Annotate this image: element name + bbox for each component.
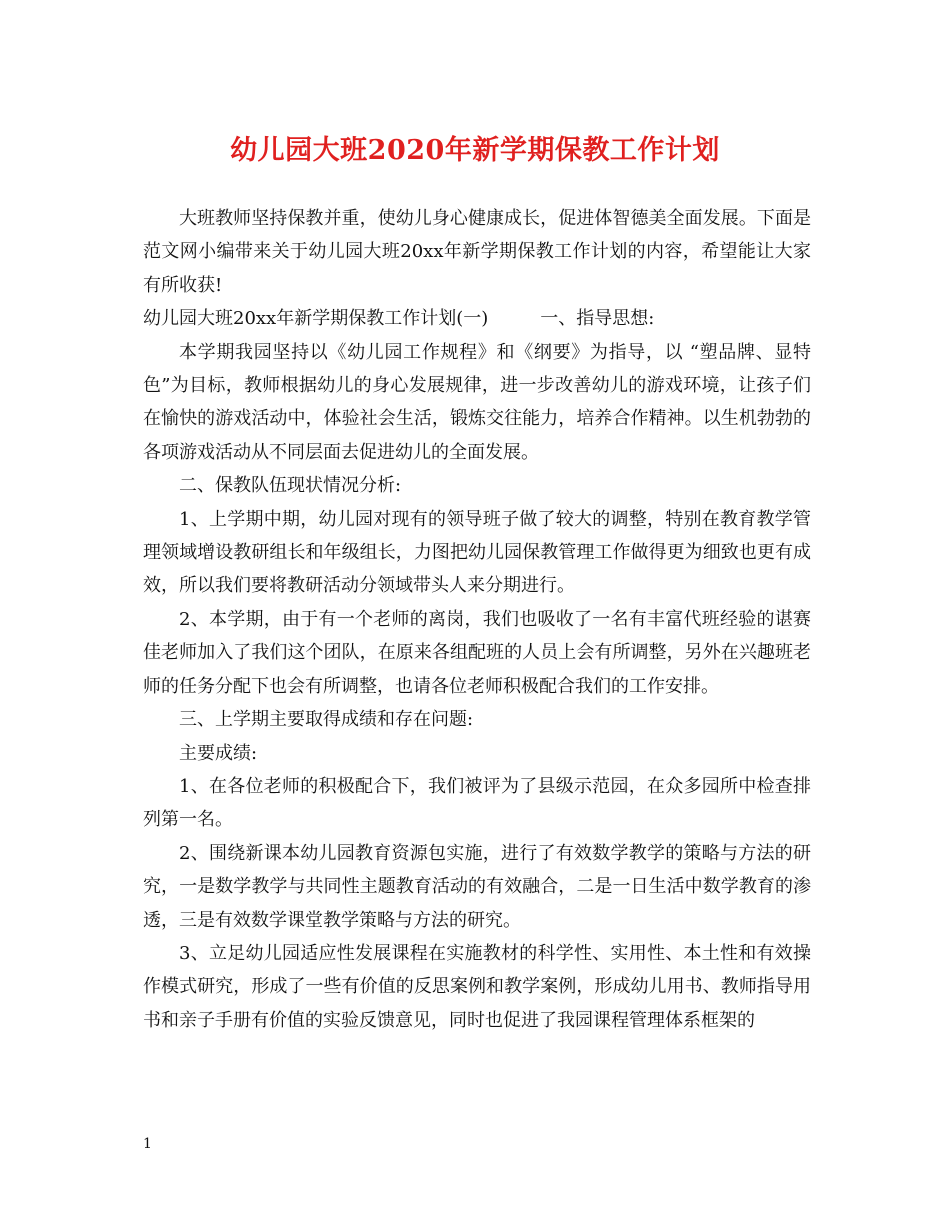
document-title: 幼儿园大班2020年新学期保教工作计划 <box>230 135 720 166</box>
plan-subheading-line <box>143 302 811 335</box>
page-number: 1 <box>143 1136 152 1152</box>
document-body <box>143 202 811 1037</box>
achievement-item-2: 2、围绕新课本幼儿园教育资源包实施，进行了有效数学教学的策略与方法的研究，一是数学教学与共同性主题教育活动的有效融合，二是一日生活中数学教育的渗透，三是有效数学课堂教学策略与方法的研究。 <box>143 842 811 931</box>
achievement-item-3: 3、立足幼儿园适应性发展课程在实施教材的科学性、实用性、本土性和有效操作模式研究，形成了一些有价值的反思案例和教学案例，形成幼儿用书、教师指导用书和亲子手册有价值的实验反馈意见，同时也促进了我园课程管理体系框架的 <box>143 942 811 1031</box>
section-heading-guiding-thought: 一、指导思想: <box>540 308 655 330</box>
section-heading-staff-analysis: 二、保教队伍现状情况分析: <box>179 475 402 497</box>
staff-item-2: 2、本学期，由于有一个老师的离岗，我们也吸收了一名有丰富代班经验的谌赛佳老师加入了我们这个团队，在原来各组配班的人员上会有所调整，另外在兴趣班老师的任务分配下也会有所调整，也请各位老师积极配合我们的工作安排。 <box>143 608 811 697</box>
guiding-thought-paragraph: 本学期我园坚持以《幼儿园工作规程》和《纲要》为指导，以 “塑品牌、显特色”为目标，教师根据幼儿的身心发展规律，进一步改善幼儿的游戏环境，让孩子们在愉快的游戏活动中，体验社会生活，锻炼交往能力，培养合作精神。以生机勃勃的各项游戏活动从不同层面去促进幼儿的全面发展。 <box>143 341 811 463</box>
section-heading-achievements: 三、上学期主要取得成绩和存在问题: <box>179 709 474 731</box>
achievements-label: 主要成绩: <box>179 742 258 764</box>
plan-subheading: 幼儿园大班20xx年新学期保教工作计划(一) <box>143 308 489 330</box>
staff-item-1: 1、上学期中期，幼儿园对现有的领导班子做了较大的调整，特别在教育教学管理领域增设教研组长和年级组长，力图把幼儿园保教管理工作做得更为细致也更有成效，所以我们要将教研活动分领域带头人来分期进行。 <box>143 508 811 597</box>
achievement-item-1: 1、在各位老师的积极配合下，我们被评为了县级示范园，在众多园所中检查排列第一名。 <box>143 775 811 831</box>
intro-paragraph: 大班教师坚持保教并重，使幼儿身心健康成长，促进体智德美全面发展。下面是范文网小编带来关于幼儿园大班20xx年新学期保教工作计划的内容，希望能让大家有所收获! <box>143 208 811 296</box>
